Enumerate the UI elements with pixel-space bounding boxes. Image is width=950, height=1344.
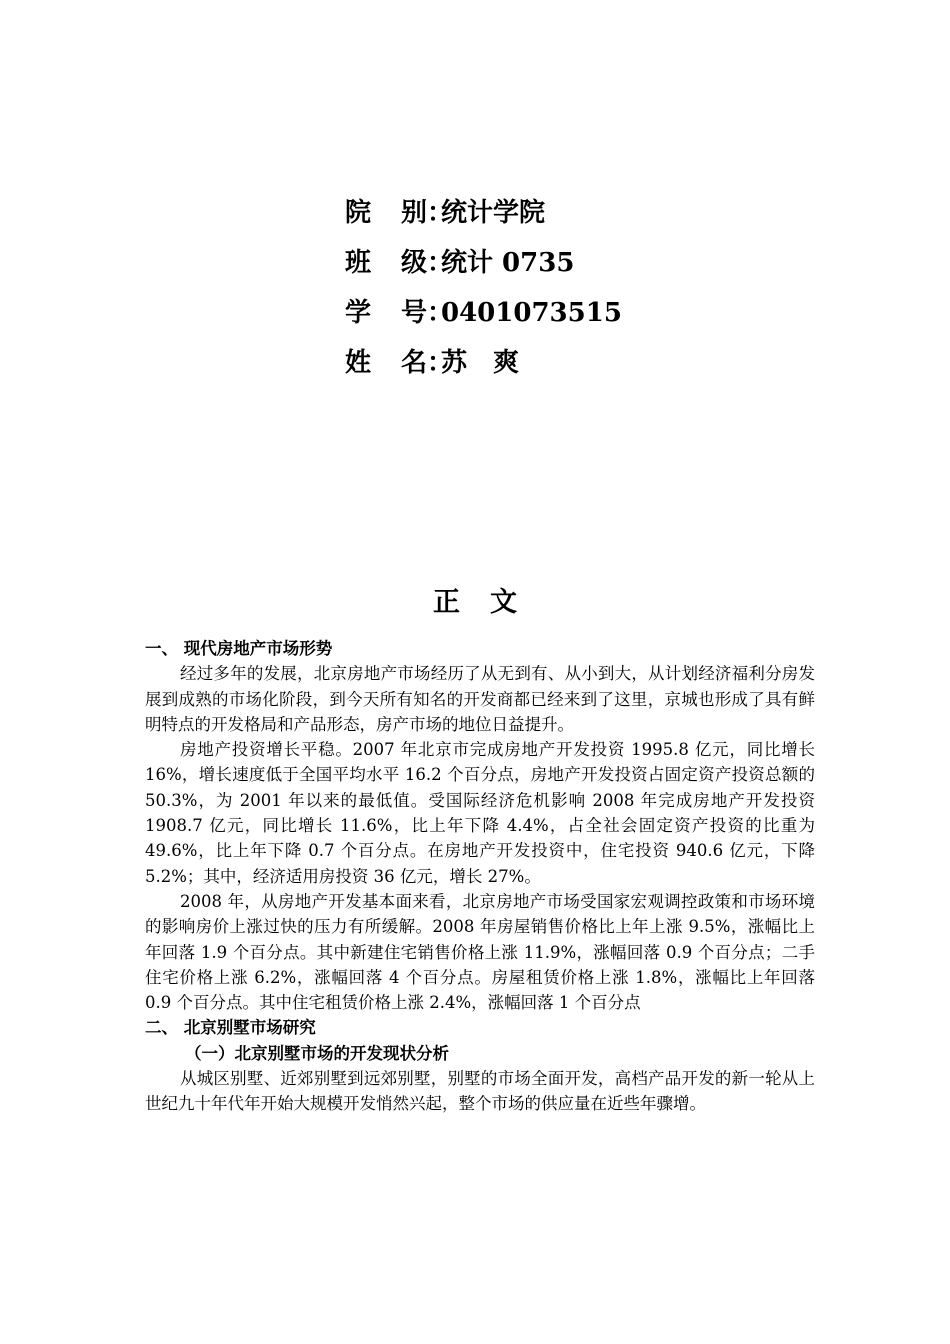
section-heading-1: 一、 现代房地产市场形势 — [145, 639, 333, 658]
info-value-name: 苏 爽 — [441, 348, 520, 378]
info-label: 学 号： — [345, 298, 454, 328]
info-row-class — [345, 242, 622, 292]
main-body-heading: 正文 — [433, 587, 547, 618]
info-label: 班 级： — [345, 248, 454, 278]
cover-info-block — [345, 192, 622, 392]
document-body — [145, 636, 815, 1117]
info-row-name — [345, 342, 622, 392]
info-value-student-id: 0401073515 — [441, 298, 622, 328]
info-row-student-id — [345, 292, 622, 342]
section-heading-2: 二、 北京别墅市场研究 — [145, 1018, 316, 1038]
paragraph: 从城区别墅、近郊别墅到远郊别墅，别墅的市场全面开发，高档产品开发的新一轮从上世纪九十年代年开始大规模开发悄然兴起，整个市场的供应量在近些年骤增。 — [145, 1069, 815, 1114]
paragraph: 经过多年的发展，北京房地产市场经历了从无到有、从小到大，从计划经济福利分房发展到成熟的市场化阶段，到今天所有知名的开发商都已经来到了这里，京城也形成了具有鲜明特点的开发格局和产品形态，房产市场的地位日益提升。 — [145, 664, 815, 734]
info-label: 院 别： — [345, 198, 454, 228]
paragraph: 房地产投资增长平稳。2007 年北京市完成房地产开发投资 1995.8 亿元，同比增长 16%，增长速度低于全国平均水平 16.2 个百分点，房地产开发投资占固定资产投资总额的 50.3%，为 2001 年以来的最低值。受国际经济危机影响 2008 年完成房地产开发投资 1908.7 亿元，同比增长 11.6%，比上年下降 4.4%，占全社会固定资产投资的比重为 49.6%，比上年下降 0.7 个百分点。在房地产开发投资中，住宅投资 940.6 亿元，下降 5.2%；其中，经济适用房投资 36 亿元，增长 27%。 — [145, 740, 815, 886]
paragraph: 2008 年，从房地产开发基本面来看，北京房地产市场受国家宏观调控政策和市场环境的影响房价上涨过快的压力有所缓解。2008 年房屋销售价格比上年上涨 9.5%，涨幅比上年回落 1.9 个百分点。其中新建住宅销售价格上涨 11.9%，涨幅回落 0.9 个百分点；二手住宅价格上涨 6.2%，涨幅回落 4 个百分点。房屋租赁价格上涨 1.8%，涨幅比上年回落 0.9 个百分点。其中住宅租赁价格上涨 2.4%，涨幅回落 1 个百分点 — [145, 891, 815, 1013]
info-value-class: 统计 0735 — [441, 248, 575, 278]
info-label: 姓 名： — [345, 348, 454, 378]
info-value-department: 统计学院 — [441, 198, 546, 228]
info-row-department — [345, 192, 622, 242]
subsection-heading: （一）北京别墅市场的开发现状分析 — [185, 1043, 449, 1063]
